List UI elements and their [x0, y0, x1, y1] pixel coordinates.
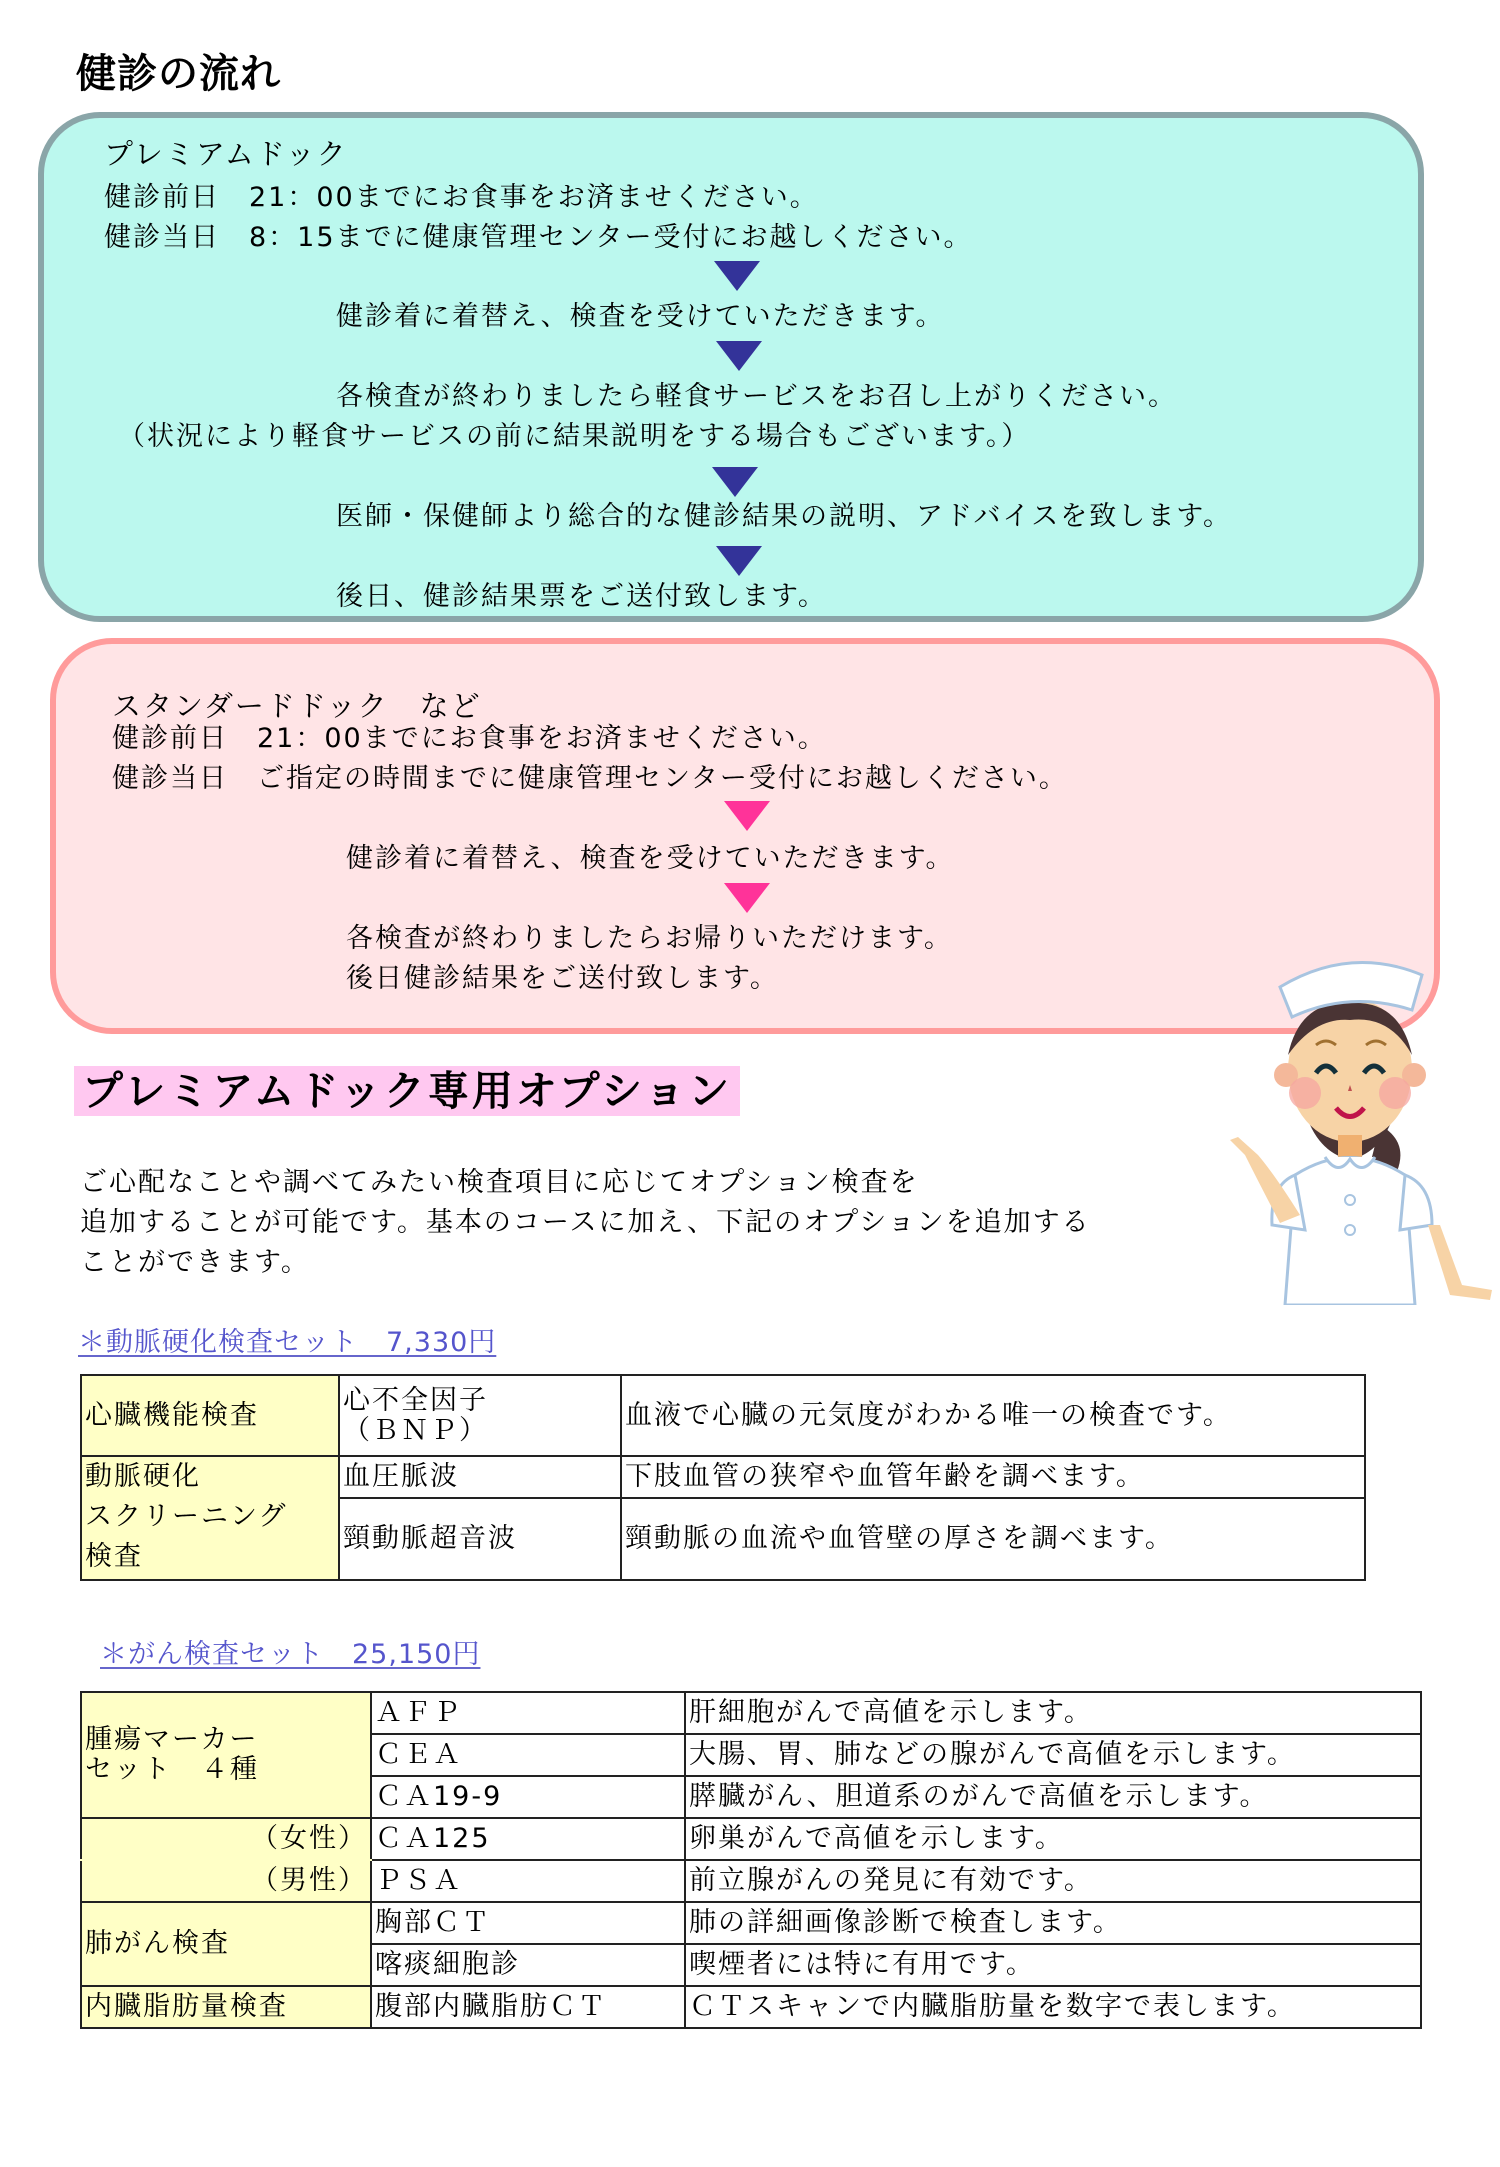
category-line: 腫瘍マーカー: [85, 1724, 259, 1756]
description-cell: 膵臓がん、胆道系のがんで高値を示します。: [685, 1776, 1421, 1818]
category-line: 動脈硬化: [85, 1461, 201, 1492]
table-row: [81, 1902, 1421, 1944]
standard-prev-day-instruction: 健診前日 21：00までにお食事をお済ませください。: [112, 723, 827, 754]
description-cell: 前立腺がんの発見に有効です。: [685, 1860, 1421, 1902]
test-cell: ＣＥＡ: [371, 1734, 685, 1776]
table-row: [81, 1692, 1421, 1734]
category-cell: [81, 1692, 371, 1818]
standard-dock-heading: スタンダードドック など: [112, 689, 482, 723]
down-arrow-icon: [716, 546, 762, 576]
description-cell: 頸動脈の血流や血管壁の厚さを調べます。: [621, 1498, 1365, 1580]
premium-prev-day-instruction: 健診前日 21：00までにお食事をお済ませください。: [104, 182, 819, 213]
category-line: スクリーニング: [85, 1501, 288, 1532]
test-cell: 胸部ＣＴ: [371, 1902, 685, 1944]
down-arrow-icon: [716, 341, 762, 371]
category-cell: 内臓脂肪量検査: [81, 1986, 371, 2028]
premium-step-4: 後日、健診結果票をご送付致します。: [336, 581, 827, 612]
description-cell: 喫煙者には特に有用です。: [685, 1944, 1421, 1986]
cancer-set-link[interactable]: ＊がん検査セット 25,150円: [100, 1639, 481, 1670]
table-row: [81, 1375, 1365, 1456]
test-cell: ＣＡ125: [371, 1818, 685, 1860]
test-cell: ＣＡ19-9: [371, 1776, 685, 1818]
table-row: [81, 1860, 1421, 1902]
premium-step-2: 各検査が終わりましたら軽食サービスをお召し上がりください。: [336, 381, 1177, 412]
options-intro-line-2: 追加することが可能です。基本のコースに加え、下記のオプションを追加する: [80, 1207, 1091, 1238]
description-cell: 肝細胞がんで高値を示します。: [685, 1692, 1421, 1734]
test-cell: 血圧脈波: [339, 1456, 621, 1498]
down-arrow-icon: [714, 261, 760, 291]
category-cell: （男性）: [81, 1860, 371, 1902]
category-cell: （女性）: [81, 1818, 371, 1860]
options-intro-line-3: ことができます。: [80, 1247, 310, 1278]
premium-step-2-note: （状況により軽食サービスの前に結果説明をする場合もございます。）: [118, 421, 1031, 452]
test-cell: ＡＦＰ: [371, 1692, 685, 1734]
category-line: 検査: [85, 1541, 143, 1572]
table-row: [81, 1456, 1365, 1498]
standard-step-2: 各検査が終わりましたらお帰りいただけます。: [346, 923, 953, 954]
nurse-illustration: [1200, 945, 1500, 1305]
options-section-title: プレミアムドック専用オプション: [74, 1066, 740, 1116]
standard-same-day-instruction: 健診当日 ご指定の時間までに健康管理センター受付にお越しください。: [112, 763, 1068, 794]
standard-step-3: 後日健診結果をご送付致します。: [346, 963, 779, 994]
down-arrow-icon: [712, 467, 758, 497]
category-cell: [81, 1456, 339, 1580]
premium-dock-heading: プレミアムドック: [104, 137, 348, 171]
down-arrow-icon: [724, 883, 770, 913]
description-cell: 大腸、胃、肺などの腺がんで高値を示します。: [685, 1734, 1421, 1776]
description-cell: 卵巣がんで高値を示します。: [685, 1818, 1421, 1860]
test-cell: 腹部内臓脂肪ＣＴ: [371, 1986, 685, 2028]
test-cell: ＰＳＡ: [371, 1860, 685, 1902]
test-cell: 喀痰細胞診: [371, 1944, 685, 1986]
description-cell: 肺の詳細画像診断で検査します。: [685, 1902, 1421, 1944]
premium-step-3: 医師・保健師より総合的な健診結果の説明、アドバイスを致します。: [336, 501, 1233, 532]
category-cell: 心臓機能検査: [81, 1375, 339, 1456]
arteriosclerosis-set-link[interactable]: ＊動脈硬化検査セット 7,330円: [78, 1327, 497, 1358]
cancer-set-table: [80, 1691, 1422, 2029]
table-row: [81, 1818, 1421, 1860]
test-name-abbrev: （ＢＮＰ）: [343, 1414, 488, 1446]
description-cell: 血液で心臓の元気度がわかる唯一の検査です。: [621, 1375, 1365, 1456]
premium-same-day-instruction: 健診当日 8：15までに健康管理センター受付にお越しください。: [104, 222, 973, 253]
test-name: 心不全因子: [343, 1384, 488, 1416]
description-cell: ＣＴスキャンで内臓脂肪量を数字で表します。: [685, 1986, 1421, 2028]
options-intro-line-1: ご心配なことや調べてみたい検査項目に応じてオプション検査を: [80, 1167, 919, 1198]
category-cell: 肺がん検査: [81, 1902, 371, 1986]
arteriosclerosis-set-table: [80, 1374, 1366, 1581]
test-cell: 頸動脈超音波: [339, 1498, 621, 1580]
premium-step-1: 健診着に着替え、検査を受けていただきます。: [336, 301, 945, 332]
category-line: セット ４種: [85, 1754, 259, 1785]
description-cell: 下肢血管の狭窄や血管年齢を調べます。: [621, 1456, 1365, 1498]
down-arrow-icon: [724, 801, 770, 831]
page-title: 健診の流れ: [76, 51, 281, 97]
table-row: [81, 1986, 1421, 2028]
test-cell: [339, 1375, 621, 1456]
standard-step-1: 健診着に着替え、検査を受けていただきます。: [346, 843, 955, 874]
